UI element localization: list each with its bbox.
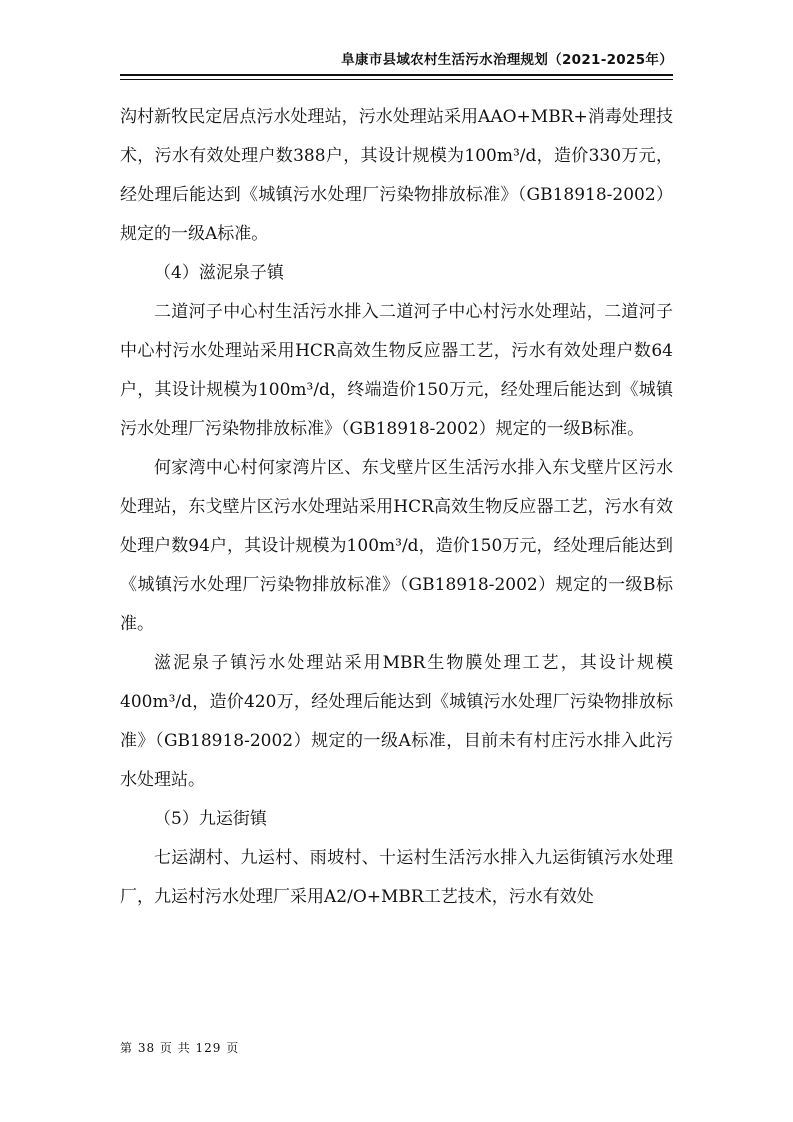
header-rule-thin <box>120 79 673 80</box>
paragraph-erdaohezi: 二道河子中心村生活污水排入二道河子中心村污水处理站，二道河子中心村污水处理站采用HCR高效生物反应器工艺，污水有效处理户数64户，其设计规模为100m³/d，终端造价150万元，经处理后能达到《城镇污水处理厂污染物排放标准》（GB18918-2002）规定的一级B标准。 <box>120 302 673 439</box>
section-heading-zinichuanzi: （4）滋泥泉子镇 <box>154 263 284 283</box>
document-body <box>120 98 673 917</box>
page-number-footer: 第 38 页 共 129 页 <box>120 1041 240 1055</box>
paragraph-continued: 沟村新牧民定居点污水处理站，污水处理站采用AAO+MBR+消毒处理技术，污水有效处理户数388户，其设计规模为100m³/d，造价330万元，经处理后能达到《城镇污水处理厂污染物排放标准》（GB18918-2002）规定的一级A标准。 <box>120 107 673 244</box>
paragraph-jiuyunjie: 七运湖村、九运村、雨坡村、十运村生活污水排入九运街镇污水处理厂，九运村污水处理厂采用A2/O+MBR工艺技术，污水有效处 <box>120 848 673 907</box>
section-heading-jiuyunjie: （5）九运街镇 <box>154 809 267 829</box>
page-header-title: 阜康市县域农村生活污水治理规划（2021-2025年） <box>341 52 673 68</box>
paragraph-hejiawan: 何家湾中心村何家湾片区、东戈壁片区生活污水排入东戈壁片区污水处理站，东戈壁片区污水处理站采用HCR高效生物反应器工艺，污水有效处理户数94户，其设计规模为100m³/d，造价150万元，经处理后能达到《城镇污水处理厂污染物排放标准》（GB18918-2002）规定的一级B标准。 <box>120 458 673 634</box>
header-rule-thick <box>120 74 673 76</box>
paragraph-zinichuanzi-station: 滋泥泉子镇污水处理站采用MBR生物膜处理工艺，其设计规模400m³/d，造价420万，经处理后能达到《城镇污水处理厂污染物排放标准》（GB18918-2002）规定的一级A标准，目前未有村庄污水排入此污水处理站。 <box>120 653 673 790</box>
